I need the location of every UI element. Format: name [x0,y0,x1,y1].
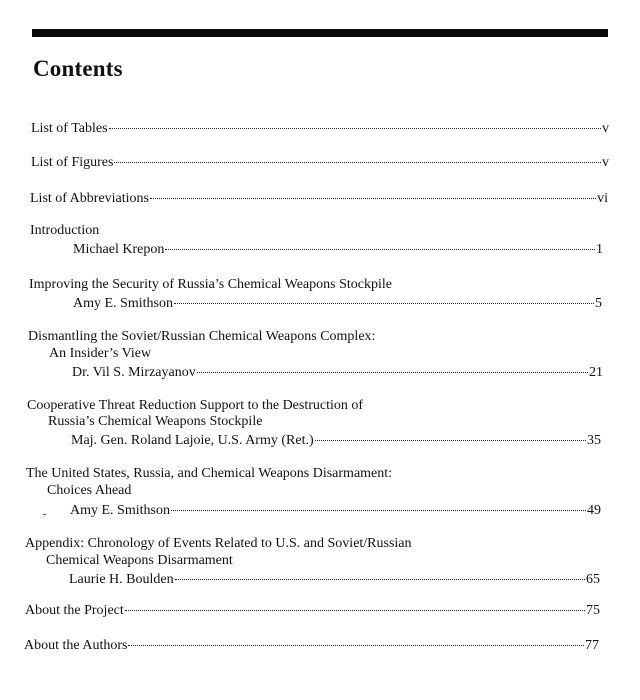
toc-entry-label: List of Figures [31,155,114,170]
toc-entry-title-continued: An Insider’s View [49,346,152,361]
stray-print-mark: - [43,509,47,520]
toc-page-number: 65 [586,572,600,587]
toc-entry-title-continued: Chemical Weapons Disarmament [46,553,233,568]
toc-entry-list-of-abbreviations[interactable] [30,190,608,208]
dot-leader [150,197,596,199]
toc-entry-dismantling[interactable] [72,364,603,382]
toc-author: Amy E. Smithson [70,503,170,518]
toc-page-number: 49 [587,503,601,518]
toc-entry-cooperative-threat-reduction[interactable] [71,432,601,450]
toc-entry-improving-security[interactable] [73,295,602,313]
dot-leader [109,127,601,129]
toc-entry-title: Improving the Security of Russia’s Chemical Weapons Stockpile [29,277,392,292]
toc-page-number: v [602,155,609,170]
dot-leader [174,302,594,304]
toc-entry-label: List of Tables [31,121,108,136]
dot-leader [114,161,601,163]
toc-entry-label: List of Abbreviations [30,191,149,206]
dot-leader [315,439,586,441]
dot-leader [175,578,585,580]
toc-page-number: 1 [596,242,603,257]
toc-author: Laurie H. Boulden [69,572,174,587]
toc-entry-title: Cooperative Threat Reduction Support to the Destruction of [27,398,364,413]
toc-entry-label: About the Project [25,603,124,618]
toc-entry-list-of-figures[interactable] [31,154,609,172]
toc-entry-title: Dismantling the Soviet/Russian Chemical Weapons Complex: [28,329,376,344]
toc-page-number: 77 [585,638,599,653]
toc-author: Maj. Gen. Roland Lajoie, U.S. Army (Ret.) [71,433,314,448]
toc-entry-united-states-russia[interactable] [70,502,601,520]
toc-author: Michael Krepon [73,242,165,257]
toc-entry-label: About the Authors [24,638,128,653]
toc-page-number: 5 [595,296,602,311]
toc-entry-introduction[interactable] [73,241,603,259]
toc-entry-title-continued: Russia’s Chemical Weapons Stockpile [48,414,263,429]
toc-page-number: 75 [586,603,600,618]
dot-leader [197,371,588,373]
toc-page-number: 35 [587,433,601,448]
dot-leader [171,509,586,511]
toc-entry-about-the-authors[interactable] [24,637,599,655]
toc-page-number: v [602,121,609,136]
toc-entry-title: The United States, Russia, and Chemical Weapons Disarmament: [26,466,393,481]
toc-author: Dr. Vil S. Mirzayanov [72,365,196,380]
page-title: Contents [33,56,123,81]
toc-entry-about-the-project[interactable] [25,602,600,620]
dot-leader [128,644,584,646]
toc-entry-title: Appendix: Chronology of Events Related to U.S. and Soviet/Russian [25,536,412,551]
toc-author: Amy E. Smithson [73,296,173,311]
toc-entry-title-continued: Choices Ahead [47,483,132,498]
toc-entry-title: Introduction [30,223,100,238]
toc-entry-appendix[interactable] [69,571,600,589]
dot-leader [125,609,585,611]
dot-leader [165,248,595,250]
toc-entry-list-of-tables[interactable] [31,120,609,138]
toc-page-number: vi [597,191,608,206]
toc-page-number: 21 [589,365,603,380]
